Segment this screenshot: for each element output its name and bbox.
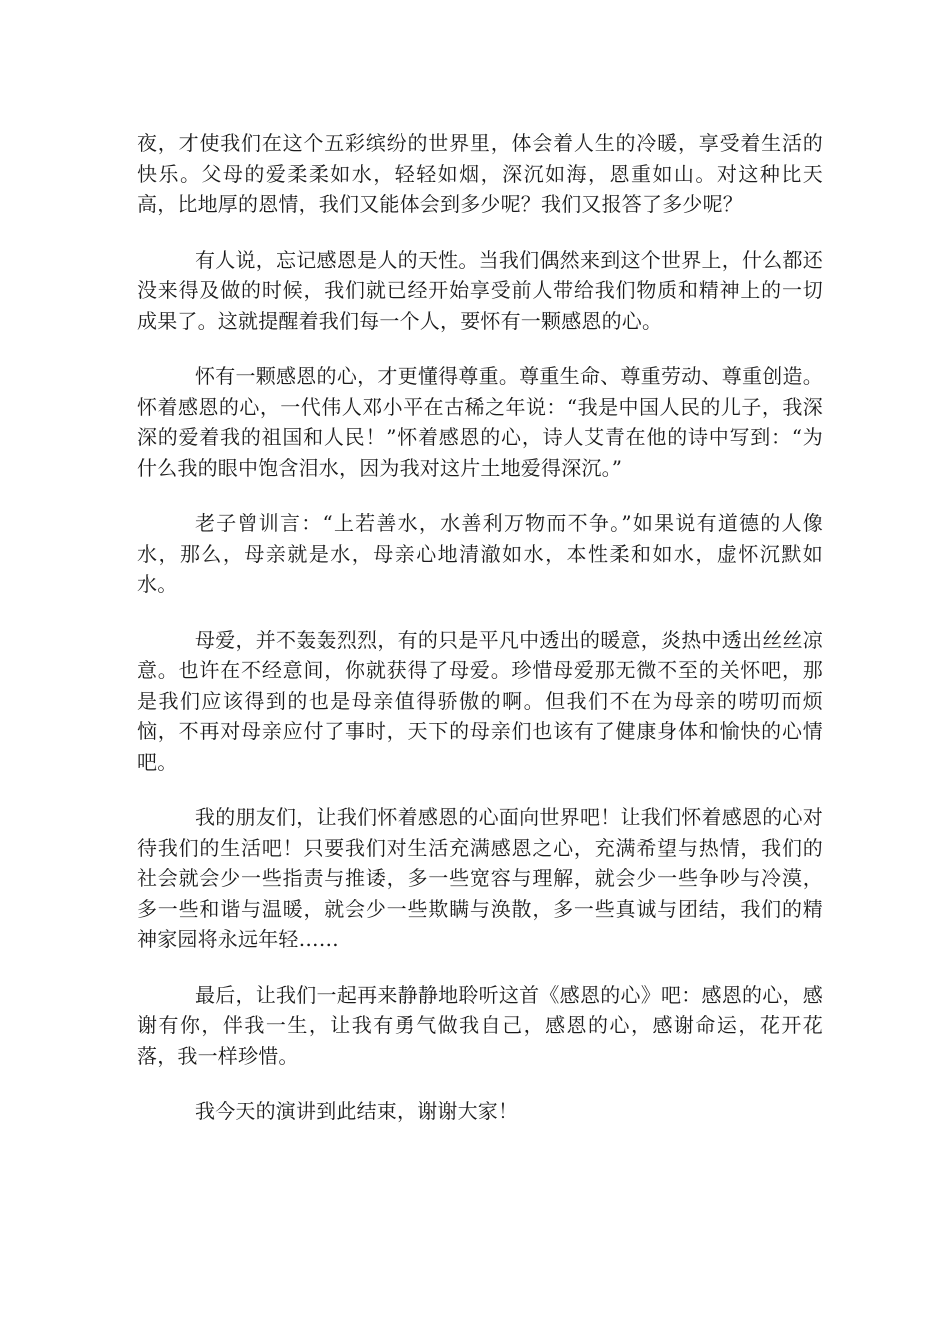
paragraph-mothers-love: 母爱，并不轰轰烈烈，有的只是平凡中透出的暖意，炎热中透出丝丝凉意。也许在不经意间，你就获得了母爱。珍惜母爱那无微不至的关怀吧，那是我们应该得到的也是母亲值得骄傲的啊。但我们不在为母亲的唠叨而烦恼，不再对母亲应付了事时，天下的母亲们也该有了健康身体和愉快的心情吧。 xyxy=(137,627,823,774)
paragraph-continuation: 夜，才使我们在这个五彩缤纷的世界里，体会着人生的冷暖，享受着生活的快乐。父母的爱柔柔如水，轻轻如烟，深沉如海，恩重如山。对这种比天高，比地厚的恩情，我们又能体会到多少呢？我们又报答了多少呢？ xyxy=(137,131,823,216)
paragraph-laozi: 老子曾训言：“上若善水，水善利万物而不争。”如果说有道德的人像水，那么，母亲就是水，母亲心地清澈如水，本性柔和如水，虚怀沉默如水。 xyxy=(137,511,823,596)
document-page xyxy=(137,128,823,1152)
paragraph-closing: 我今天的演讲到此结束，谢谢大家！ xyxy=(195,1099,519,1123)
paragraph-grateful-heart-song: 最后，让我们一起再来静静地聆听这首《感恩的心》吧：感恩的心，感谢有你，伴我一生，让我有勇气做我自己，感恩的心，感谢命运，花开花落，我一样珍惜。 xyxy=(137,982,823,1068)
paragraph-friends: 我的朋友们，让我们怀着感恩的心面向世界吧！让我们怀着感恩的心对待我们的生活吧！只要我们对生活充满感恩之心，充满希望与热情，我们的社会就会少一些指责与推诿，多一些宽容与理解，就会少一些争吵与冷漠，多一些和谐与温暖，就会少一些欺瞒与涣散，多一些真诚与团结，我们的精神家园将永远年轻…… xyxy=(137,805,823,951)
paragraph-forgetting-gratitude: 有人说，忘记感恩是人的天性。当我们偶然来到这个世界上，什么都还没来得及做的时候，我们就已经开始享受前人带给我们物质和精神上的一切成果了。这就提醒着我们每一个人，要怀有一颗感恩的心。 xyxy=(137,247,823,333)
paragraph-respect: 怀有一颗感恩的心，才更懂得尊重。尊重生命、尊重劳动、尊重创造。怀着感恩的心，一代伟人邓小平在古稀之年说：“我是中国人民的儿子，我深深的爱着我的祖国和人民！”怀着感恩的心，诗人艾青在他的诗中写到：“为什么我的眼中饱含泪水，因为我对这片土地爱得深沉。” xyxy=(137,364,823,480)
